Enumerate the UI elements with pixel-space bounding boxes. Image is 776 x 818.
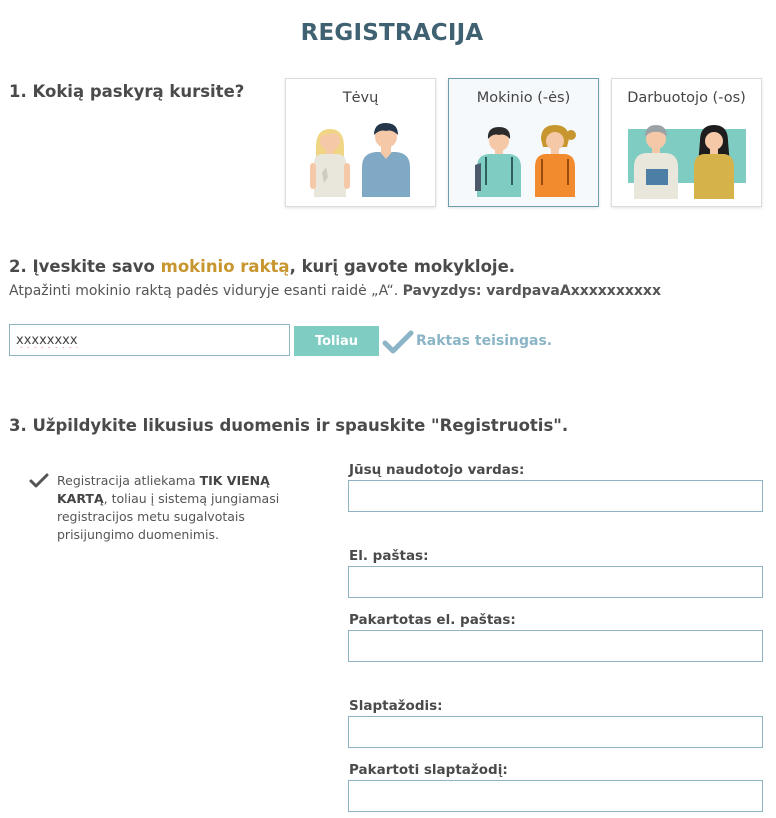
password-repeat-label: Pakartoti slaptažodį: (349, 762, 508, 778)
step2-heading-pre: 2. Įveskite savo (9, 257, 161, 276)
account-card-student[interactable] (448, 78, 599, 207)
step2-heading (9, 257, 515, 276)
password-label: Slaptažodis: (349, 698, 443, 714)
email-label: El. paštas: (349, 548, 429, 564)
key-hint-text: Atpažinti mokinio raktą padės viduryje esanti raidė „A“. (9, 283, 403, 299)
checkmark-icon (382, 329, 414, 355)
account-card-staff[interactable] (611, 78, 762, 207)
email-repeat-input[interactable] (348, 630, 763, 662)
step2-heading-post: , kurį gavote mokykloje. (289, 257, 516, 276)
note-post: , toliau į sistemą jungiamasi registracijos metu sugalvotais prisijungimo duomenimis. (57, 491, 280, 542)
account-card-staff-label: Darbuotojo (-os) (627, 90, 746, 106)
note-pre: Registracija atliekama (57, 473, 200, 488)
key-example-label: Pavyzdys: vardpava (402, 283, 560, 299)
account-card-parents[interactable] (285, 78, 436, 207)
email-input[interactable] (348, 566, 763, 598)
username-input[interactable] (348, 480, 763, 512)
username-label: Jūsų naudotojo vardas: (349, 462, 525, 478)
key-valid-status: Raktas teisingas. (416, 333, 553, 349)
parents-illustration (286, 117, 437, 201)
registration-note (57, 472, 297, 544)
account-card-student-label: Mokinio (-ės) (476, 90, 571, 106)
password-repeat-input[interactable] (348, 780, 763, 812)
student-key-input[interactable] (9, 324, 290, 356)
note-bold: TIK VIENĄ KARTĄ (57, 473, 270, 506)
step2-heading-accent: mokinio raktą (160, 257, 290, 276)
email-repeat-label: Pakartotas el. paštas: (349, 612, 516, 628)
check-icon (29, 473, 49, 489)
page-title: REGISTRACIJA (300, 20, 484, 46)
staff-illustration (612, 117, 763, 201)
students-illustration (449, 117, 600, 201)
step1-heading: 1. Kokią paskyrą kursite? (9, 82, 245, 101)
next-button[interactable]: Toliau (294, 326, 379, 356)
step3-heading: 3. Užpildykite likusius duomenis ir spauskite "Registruotis". (9, 416, 569, 435)
key-hint (9, 283, 661, 299)
password-input[interactable] (348, 716, 763, 748)
account-card-parents-label: Tėvų (342, 90, 379, 106)
key-example-rest: xxxxxxxxxx (570, 283, 661, 299)
key-example-letter: A (559, 283, 571, 299)
